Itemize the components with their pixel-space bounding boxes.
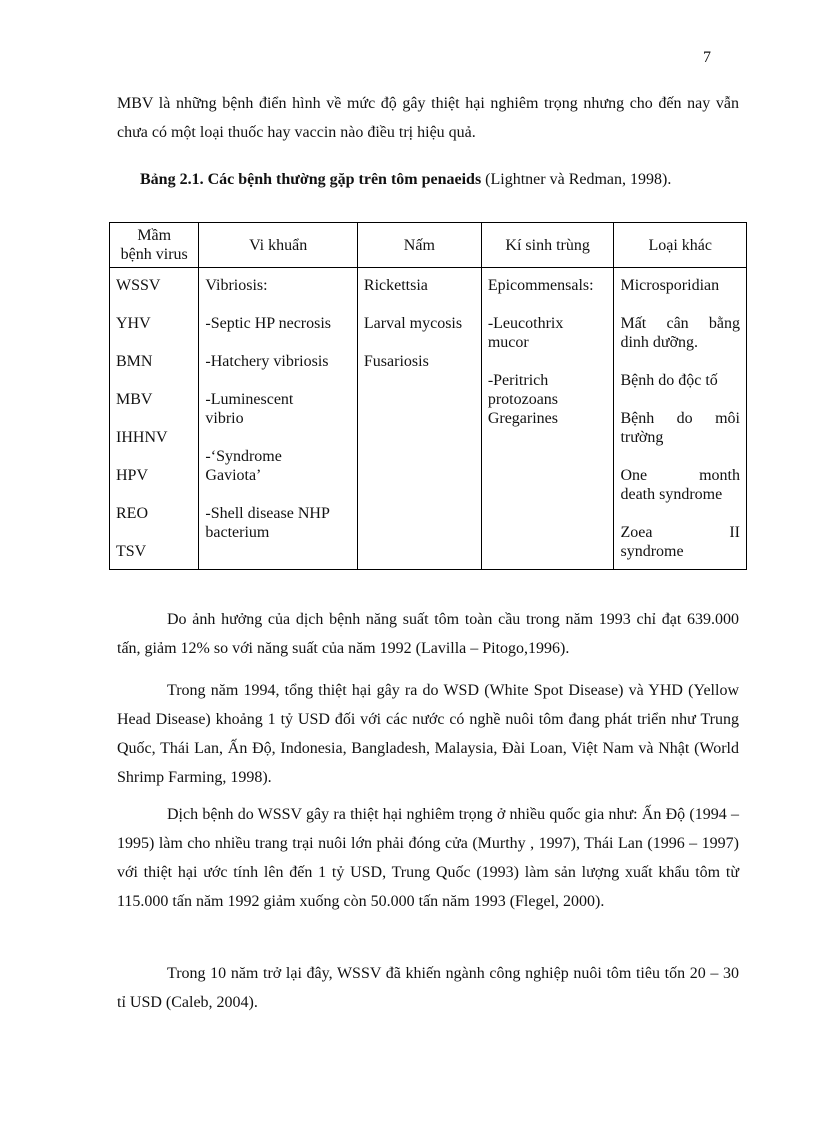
fungi-cell [357,268,481,570]
header-virus-line1: Mầm [137,227,172,244]
parasites-item: -Leucothrix [487,315,564,332]
body-paragraph-4: Trong 10 năm trở lại đây, WSSV đã khiến ngành công nghiệp nuôi tôm tiêu tốn 20 – 30 tỉ USD (Caleb, 2004). [117,965,739,1011]
bacteria-item: -Hatchery vibriosis [205,353,329,370]
virus-item: HPV [116,467,149,484]
table-caption-title: Bảng 2.1. Các bệnh thường gặp trên tôm penaeids [140,171,482,188]
other-item: Bệnh do môi [620,410,740,427]
parasites-item: -Peritrich [487,372,549,389]
header-bacteria: Vi khuẩn [199,223,358,268]
bacteria-item: -‘Syndrome [205,448,282,465]
bacteria-item: bacterium [205,524,270,541]
table-caption [140,171,671,189]
other-item: Microsporidian [620,277,720,294]
bacteria-item: Vibriosis: [205,277,268,294]
other-item: Mất cân bằng [620,315,740,332]
parasites-item: mucor [487,334,529,351]
bacteria-item: -Luminescent [205,391,294,408]
other-item: Bệnh do độc tố [620,372,718,389]
parasites-item: Gregarines [487,410,558,427]
header-virus [110,223,199,268]
other-item: dinh dưỡng. [620,334,699,351]
page-number: 7 [703,49,711,66]
parasites-item: protozoans [487,391,559,408]
intro-paragraph: MBV là những bệnh điển hình về mức độ gây thiệt hại nghiêm trọng nhưng cho đến nay vẫn chưa có một loại thuốc hay vaccin nào điều trị hiệu quả. [117,95,739,141]
fungi-item: Rickettsia [363,277,428,294]
table-header-row [110,223,747,268]
parasites-item: Epicommensals: [487,277,594,294]
disease-table [109,222,747,570]
fungi-item: Fusariosis [363,353,429,370]
bacteria-item: vibrio [205,410,244,427]
body-paragraph-2: Trong năm 1994, tổng thiệt hại gây ra do WSD (White Spot Disease) và YHD (Yellow Head Disease) khoảng 1 tỷ USD đối với các nước có nghề nuôi tôm đang phát triển như Trung Quốc, Thái Lan, Ấn Độ, Indonesia, Bangladesh, Malaysia, Đài Loan, Việt Nam và Nhật (World Shrimp Farming, 1998). [117,682,739,786]
virus-item: TSV [116,543,147,560]
bacteria-item: -Shell disease NHP [205,505,330,522]
virus-item: MBV [116,391,153,408]
other-item: Zoea II [620,524,740,541]
fungi-item: Larval mycosis [363,315,463,332]
virus-item: IHHNV [116,429,168,446]
other-item: death syndrome [620,486,723,503]
bacteria-cell [199,268,358,570]
other-item: syndrome [620,543,684,560]
body-paragraph-3: Dịch bệnh do WSSV gây ra thiệt hại nghiêm trọng ở nhiều quốc gia như: Ấn Độ (1994 – 1995) làm cho nhiều trang trại nuôi lớn phải đóng cửa (Murthy , 1997), Thái Lan (1996 – 1997) với thiệt hại ước tính lên đến 1 tỷ USD, Trung Quốc (1993) làm sản lượng xuất khẩu tôm từ 115.000 tấn năm 1992 giảm xuống còn 50.000 tấn năm 1993 (Flegel, 2000). [117,806,739,910]
virus-item: YHV [116,315,151,332]
table-body-row [110,268,747,570]
other-item: One month [620,467,740,484]
body-paragraph-1: Do ảnh hưởng của dịch bệnh năng suất tôm toàn cầu trong năm 1993 chỉ đạt 639.000 tấn, giảm 12% so với năng suất của năm 1992 (Lavilla – Pitogo,1996). [117,611,739,657]
header-other: Loại khác [614,223,747,268]
virus-cell [110,268,199,570]
bacteria-item: Gaviota’ [205,467,262,484]
bacteria-item: -Septic HP necrosis [205,315,332,332]
other-cell [614,268,747,570]
virus-item: WSSV [116,277,161,294]
virus-item: REO [116,505,148,522]
header-virus-line2: bệnh virus [120,246,188,263]
virus-item: BMN [116,353,153,370]
table-caption-source: (Lightner và Redman, 1998). [481,171,672,188]
header-fungi: Nấm [357,223,481,268]
parasites-cell [481,268,614,570]
header-parasites: Kí sinh trùng [481,223,614,268]
other-item: trường [620,429,664,446]
